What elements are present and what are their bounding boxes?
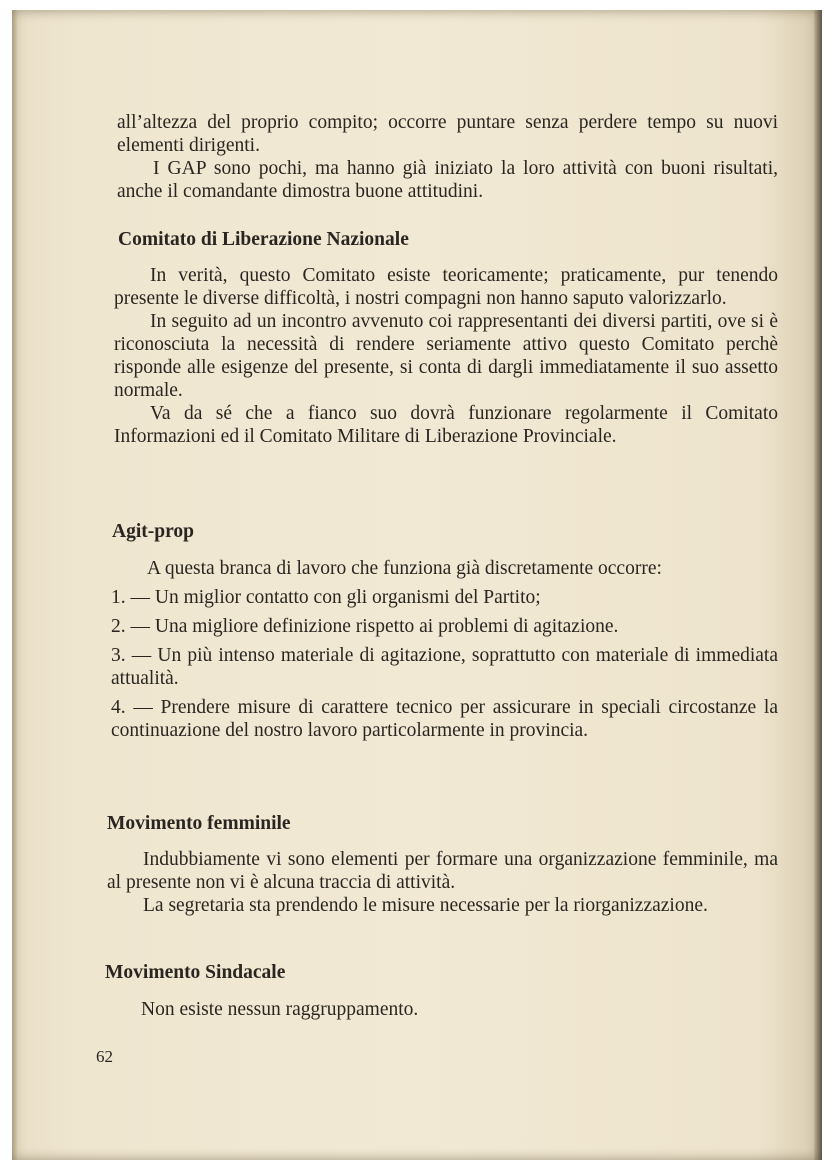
cln-paragraph-1: In verità, questo Comitato esiste teoricamente; praticamente, pur tenendo presente le diverse difficoltà, i nostri compagni non hanno saputo valorizzarlo. [114,265,778,309]
agitprop-item-4: 4. — Prendere misure di carattere tecnico per assicurare in speciali circostanze la continuazione del nostro lavoro particolarmente in provincia. [111,697,778,741]
femminile-section [107,812,778,835]
femminile-body [107,848,778,917]
cln-section [118,228,778,251]
page-left-edge [12,10,18,1160]
agitprop-heading: Agit-prop [112,521,194,542]
agitprop-paragraph-1: A questa branca di lavoro che funziona già discretamente occorre: [147,558,662,579]
agitprop-item-3: 3. — Un più intenso materiale di agitazione, soprattutto con materiale di immediata attualità. [111,645,778,689]
page-right-edge [814,10,822,1160]
intro-section [117,111,778,203]
femminile-paragraph-1: Indubbiamente vi sono elementi per formare una organizzazione femminile, ma al presente non vi è alcuna traccia di attività. [107,849,778,893]
page-number: 62 [96,1047,113,1066]
sindacale-heading: Movimento Sindacale [105,962,286,983]
agitprop-item-1: 1. — Un miglior contatto con gli organismi del Partito; [111,587,541,608]
cln-heading: Comitato di Liberazione Nazionale [118,229,409,250]
sindacale-body [105,998,778,1021]
intro-paragraph-1: all’altezza del proprio compito; occorre puntare senza perdere tempo su nuovi elementi dirigenti. [117,112,778,156]
sindacale-paragraph-1: Non esiste nessun raggruppamento. [141,999,419,1020]
cln-paragraph-2: In seguito ad un incontro avvenuto coi rappresentanti dei diversi partiti, ove si è riconosciuta la necessità di rendere seriamente attivo questo Comitato perchè risponde alle esigenze del presente, si conta di dargli immediatamente il suo assetto normale. [114,311,778,401]
agitprop-item-2: 2. — Una migliore definizione rispetto ai problemi di agitazione. [111,616,619,637]
intro-paragraph-2: I GAP sono pochi, ma hanno già iniziato la loro attività con buoni risultati, anche il comandante dimostra buone attitudini. [117,158,778,202]
cln-body [114,264,778,448]
femminile-heading: Movimento femminile [107,813,291,834]
agitprop-section [112,520,778,543]
agitprop-body [111,557,778,742]
femminile-paragraph-2: La segretaria sta prendendo le misure necessarie per la riorganizzazione. [143,895,708,916]
sindacale-section [105,961,778,984]
cln-paragraph-3: Va da sé che a fianco suo dovrà funzionare regolarmente il Comitato Informazioni ed il Comitato Militare di Liberazione Provinciale. [114,403,778,447]
